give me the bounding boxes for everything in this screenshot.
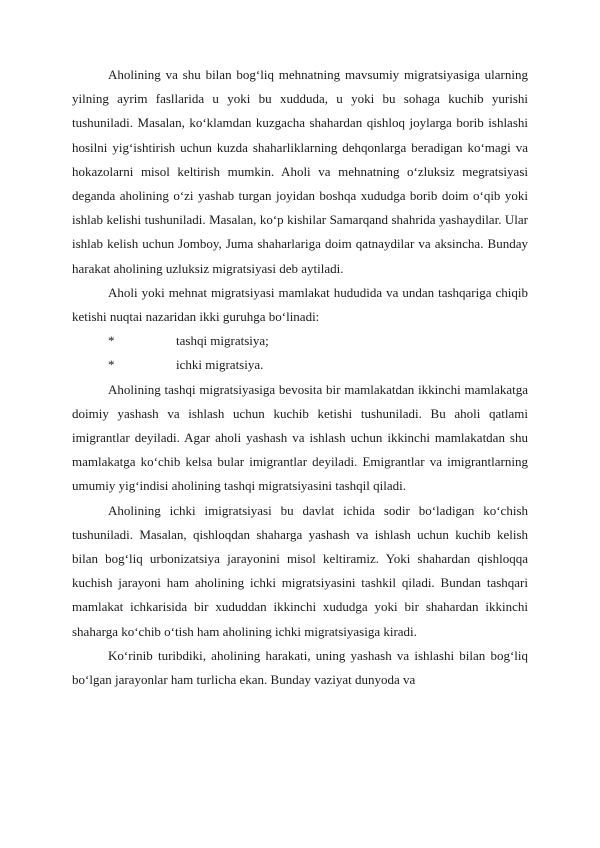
list-item <box>72 353 528 377</box>
paragraph: Aholining tashqi migratsiyasiga bevosita bir mamlakatdan ikkinchi mamlakatga doimiy yashash va ishlash uchun kuchib ketishi tushuniladi. Bu aholi qatlami imigrantlar deyiladi. Agar aholi yashash va ishlash uchun ikkinchi mamlakatdan shu mamlakatga ko‘chib kelsa bular imigrantlar deyiladi. Emigrantlar va imigrantlarning umumiy yig‘indisi aholining tashqi migratsiyasini tashqil qiladi. <box>72 381 528 494</box>
paragraph: Aholining ichki imigratsiyasi bu davlat ichida sodir bo‘ladigan ko‘chish tushuniladi. Masalan, qishloqdan shaharga yashash va ishlash uchun kuchib kelish bilan bog‘liq urbonizatsiya jarayonini misol keltiramiz. Yoki shahardan qishloqqa kuchish jarayoni ham aholining ichki migratsiyasini tashkil qiladi. Bundan tashqari mamlakat ichkarisida bir xududdan ikkinchi xududga yoki bir shahardan ikkinchi shaharga ko‘chib o‘tish ham aholining ichki migratsiyasiga kiradi. <box>72 502 528 639</box>
bullet-marker: * <box>108 357 115 373</box>
paragraph: Aholi yoki mehnat migratsiyasi mamlakat hududida va undan tashqariga chiqib ketishi nuqtai nazaridan ikki guruhga bo‘linadi: <box>72 284 528 325</box>
list-item-text: ichki migratsiya. <box>176 357 264 373</box>
bullet-marker: * <box>108 333 115 349</box>
paragraph: Aholining va shu bilan bog‘liq mehnatning mavsumiy migratsiyasiga ularning yilning ayrim fasllarida u yoki bu xudduda, u yoki bu sohaga kuchib yurishi tushuniladi. Masalan, ko‘klamdan kuzgacha shahardan qishloq joylarga borib ishlashi hosilni yig‘ishtirish uchun kuzda shaharliklarning dehqonlarga beradigan ko‘magi va hokazolarni misol keltirish mumkin. Aholi va mehnatning o‘zluksiz megratsiyasi deganda aholining o‘zi yashab turgan joyidan boshqa xududga borib doim o‘qib yoki ishlab kelishi tushuniladi. Masalan, ko‘p kishilar Samarqand shahrida yashaydilar. Ular ishlab kelish uchun Jomboy, Juma shaharlariga doim qatnaydilar va aksincha. Bunday harakat aholining uzluksiz migratsiyasi deb aytiladi. <box>72 67 528 276</box>
list-item-text: tashqi migratsiya; <box>176 333 269 349</box>
list-item <box>72 329 528 353</box>
document-body <box>72 63 528 692</box>
paragraph: Ko‘rinib turibdiki, aholining harakati, uning yashash va ishlashi bilan bog‘liq bo‘lgan jarayonlar ham turlicha ekan. Bunday vaziyat dunyoda va <box>72 647 528 688</box>
